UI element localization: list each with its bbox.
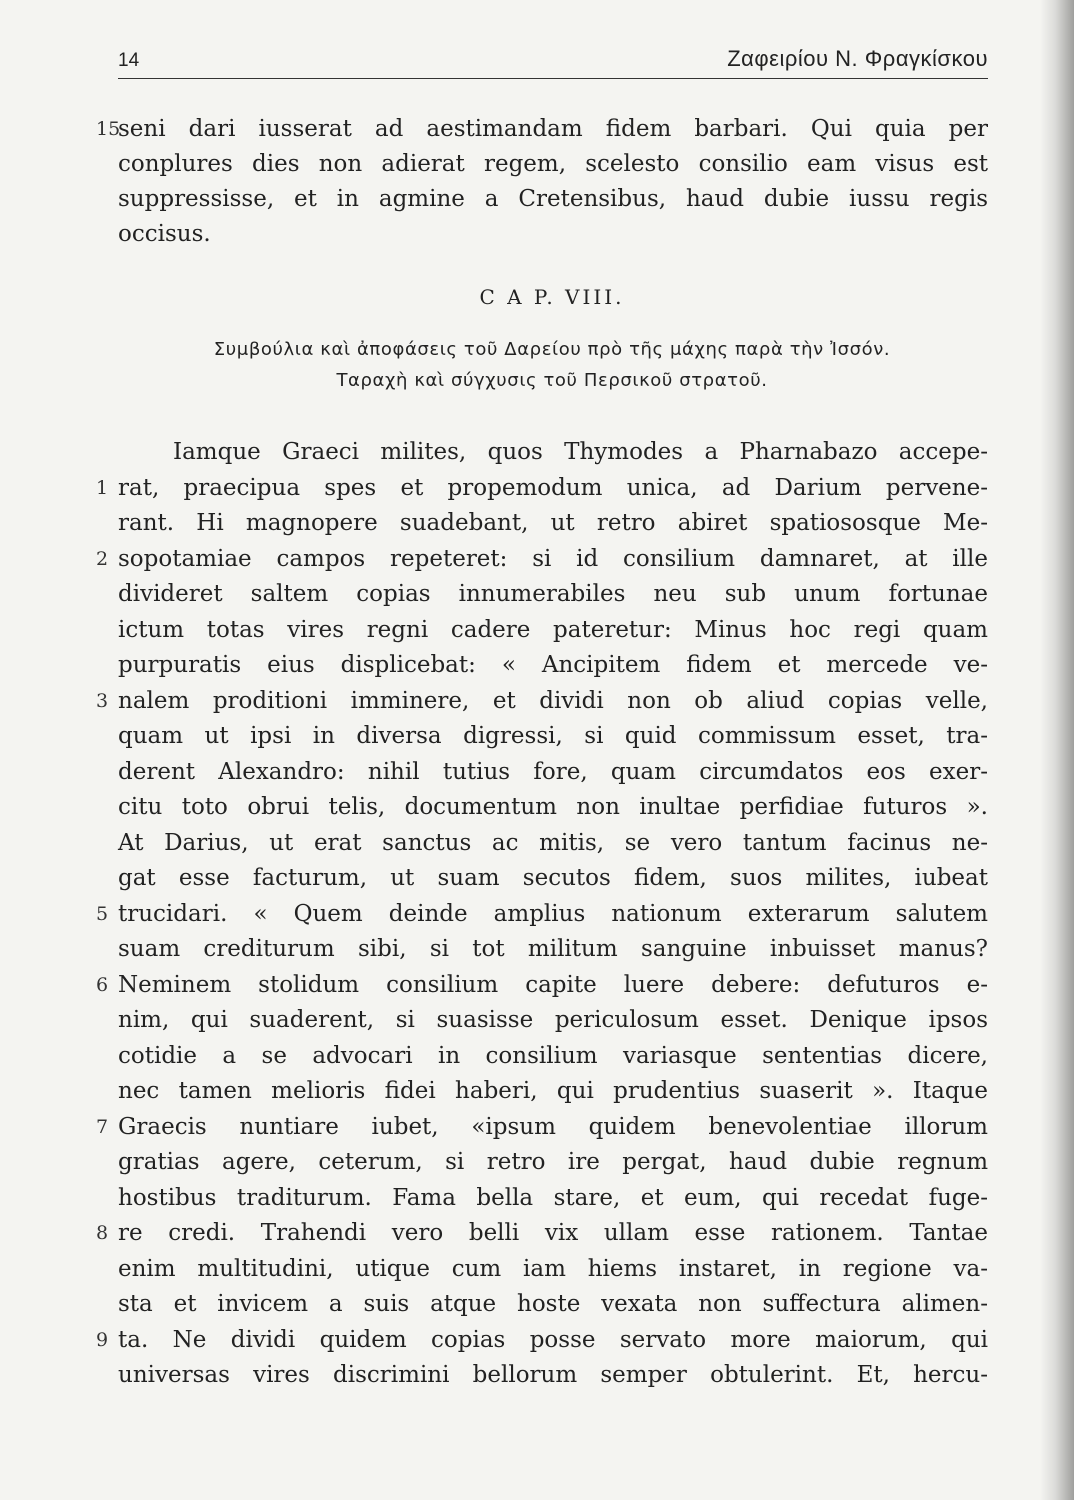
margin-line-number: 6 <box>96 974 109 996</box>
text-line: At Darius, ut erat sanctus ac mitis, se vero tantum facinus ne- <box>118 830 988 856</box>
text-line: hostibus traditurum. Fama bella stare, et eum, qui recedat fuge- <box>118 1185 988 1211</box>
text-line: rat, praecipua spes et propemodum unica, ad Darium pervene- <box>118 475 988 501</box>
text-line: citu toto obrui telis, documentum non inultae perfidiae futuros ». <box>118 794 988 820</box>
text-line: Iamque Graeci milites, quos Thymodes a Pharnabazo accepe- <box>173 439 988 465</box>
text-line: purpuratis eius displicebat: « Ancipitem fidem et mercede ve- <box>118 652 988 678</box>
text-line: occisus. <box>118 221 211 247</box>
text-line: nim, qui suaderent, si suasisse periculosum esset. Denique ipsos <box>118 1007 988 1033</box>
margin-line-number: 15 <box>96 118 121 140</box>
text-line: universas vires discrimini bellorum semper obtulerint. Et, hercu- <box>118 1362 988 1388</box>
text-line: cotidie a se advocari in consilium variasque sententias dicere, <box>118 1043 988 1069</box>
text-line: gratias agere, ceterum, si retro ire pergat, haud dubie regnum <box>118 1149 988 1175</box>
margin-line-number: 8 <box>96 1222 109 1244</box>
margin-line-number: 2 <box>96 548 109 570</box>
page-header <box>118 44 988 79</box>
text-line: nec tamen melioris fidei haberi, qui prudentius suaserit ». Itaque <box>118 1078 988 1104</box>
margin-line-number: 1 <box>96 477 109 499</box>
margin-line-number: 5 <box>96 903 109 925</box>
running-head: Ζαφειρίου Ν. Φραγκίσκου <box>727 46 988 71</box>
text-line: suppressisse, et in agmine a Cretensibus, haud dubie iussu regis <box>118 186 988 212</box>
margin-line-number: 7 <box>96 1116 109 1138</box>
text-line: gat esse facturum, ut suam secutos fidem, suos milites, iubeat <box>118 865 988 891</box>
margin-line-number: 3 <box>96 690 109 712</box>
chapter-subtitle-line1: Συμβούλια καὶ ἀποφάσεις τοῦ Δαρείου πρὸ τῆς μάχης παρὰ τὴν Ἰσσόν. <box>213 339 891 360</box>
text-line: trucidari. « Quem deinde amplius nationum exterarum salutem <box>118 901 988 927</box>
text-line: re credi. Trahendi vero belli vix ullam esse rationem. Tantae <box>118 1220 988 1246</box>
chapter-subtitle-line2: Ταραχὴ καὶ σύγχυσις τοῦ Περσικοῦ στρατοῦ. <box>336 370 768 391</box>
chapter-heading: C A P. VIII. <box>479 285 625 309</box>
margin-line-number: 9 <box>96 1329 109 1351</box>
text-line: nalem proditioni imminere, et dividi non ob aliud copias velle, <box>118 688 988 714</box>
text-line: quam ut ipsi in diversa digressi, si quid commissum esset, tra- <box>118 723 988 749</box>
text-line: conplures dies non adierat regem, scelesto consilio eam visus est <box>118 151 988 177</box>
text-line: divideret saltem copias innumerabiles neu sub unum fortunae <box>118 581 988 607</box>
text-line: ta. Ne dividi quidem copias posse servato more maiorum, qui <box>118 1327 988 1353</box>
text-line: seni dari iusserat ad aestimandam fidem barbari. Qui quia per <box>118 116 988 142</box>
text-line: ictum totas vires regni cadere pateretur: Minus hoc regi quam <box>118 617 988 643</box>
text-line: rant. Hi magnopere suadebant, ut retro abiret spatiososque Me- <box>118 510 988 536</box>
text-line: sopotamiae campos repeteret: si id consilium damnaret, at ille <box>118 546 988 572</box>
text-line: suam crediturum sibi, si tot militum sanguine inbuisset manus? <box>118 936 988 962</box>
text-line: enim multitudini, utique cum iam hiems instaret, in regione va- <box>118 1256 988 1282</box>
text-line: sta et invicem a suis atque hoste vexata non suffectura alimen- <box>118 1291 988 1317</box>
page-number: 14 <box>118 50 140 71</box>
text-line: derent Alexandro: nihil tutius fore, quam circumdatos eos exer- <box>118 759 988 785</box>
text-line: Neminem stolidum consilium capite luere debere: defuturos e- <box>118 972 988 998</box>
page-edge-shadow <box>1040 0 1074 1500</box>
text-line: Graecis nuntiare iubet, «ipsum quidem benevolentiae illorum <box>118 1114 988 1140</box>
